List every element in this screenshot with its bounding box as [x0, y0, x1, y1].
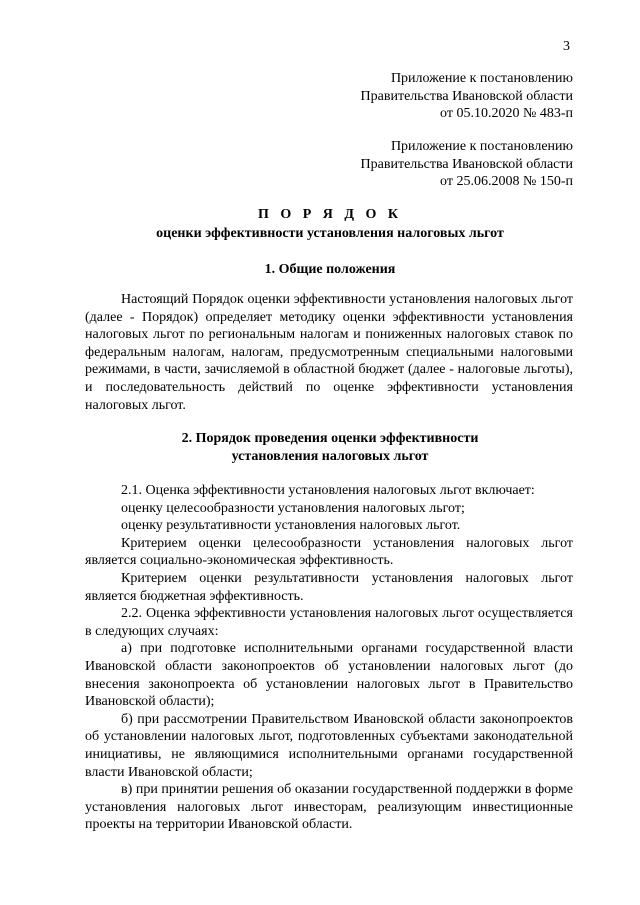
- approval-line: Приложение к постановлению: [390, 71, 573, 86]
- approval-line: Правительства Ивановской области: [360, 156, 573, 172]
- section-2-heading: [120, 430, 540, 465]
- approval-line: Приложение к постановлению: [390, 139, 573, 154]
- page-number: 3: [563, 39, 570, 54]
- section-2-heading-line: установления налоговых льгот: [231, 448, 429, 464]
- criterion-socio-economic: Критерием оценки целесообразности установления налоговых льгот является социально-экономическая эффективность.: [85, 535, 573, 569]
- criterion-budget: Критерием оценки результативности установления налоговых льгот является бюджетная эффективность.: [85, 570, 573, 604]
- list-item-effectiveness: оценку результативности установления налоговых льгот.: [121, 518, 461, 534]
- case-c: в) при принятии решения об оказании государственной поддержки в форме установления налоговых льгот инвесторам, реализующим инвестиционные проекты на территории Ивановской области.: [85, 782, 573, 833]
- section-1-paragraph: Настоящий Порядок оценки эффективности установления налоговых льгот (далее - Порядок) определяет методику оценки эффективности установления налоговых льгот по региональным налогам и пониженных налоговых ставок по федеральным налогам, налогам, предусмотренным специальными налоговыми режимами, в части, зачисляемой в областной бюджет (далее - налоговые льготы), и последовательность действий по оценке эффективности установления налоговых льгот.: [85, 292, 573, 413]
- case-b: б) при рассмотрении Правительством Ивановской области законопроектов об установлении налоговых льгот, подготовленных субъектами законодательной инициативы, не являющимися исполнительными органами государственной власти Ивановской области;: [85, 711, 573, 780]
- approval-line: от 25.06.2008 № 150-п: [440, 174, 573, 190]
- approval-line: от 05.10.2020 № 483-п: [440, 106, 573, 122]
- document-subtitle: оценки эффективности установления налоговых льгот: [156, 226, 504, 241]
- paragraph-2-2: 2.2. Оценка эффективности установления налоговых льгот осуществляется в следующих случаях:: [85, 606, 573, 639]
- approval-line: Правительства Ивановской области: [360, 88, 573, 104]
- list-item-expediency: оценку целесообразности установления налоговых льгот;: [121, 500, 465, 516]
- section-1-heading: 1. Общие положения: [264, 262, 396, 277]
- approval-block-2020: [361, 70, 573, 123]
- approval-block-2008: [361, 138, 573, 191]
- document-title: П О Р Я Д О К: [257, 207, 403, 222]
- section-2-body: [85, 482, 573, 834]
- paragraph-2-1: 2.1. Оценка эффективности установления налоговых льгот включает:: [121, 483, 535, 498]
- section-2-heading-line: 2. Порядок проведения оценки эффективности: [181, 431, 479, 446]
- case-a: а) при подготовке исполнительными органами государственной власти Ивановской области законопроектов об установлении налоговых льгот (до внесения законопроекта об установлении налоговых льгот в Правительство Ивановской области);: [85, 641, 573, 710]
